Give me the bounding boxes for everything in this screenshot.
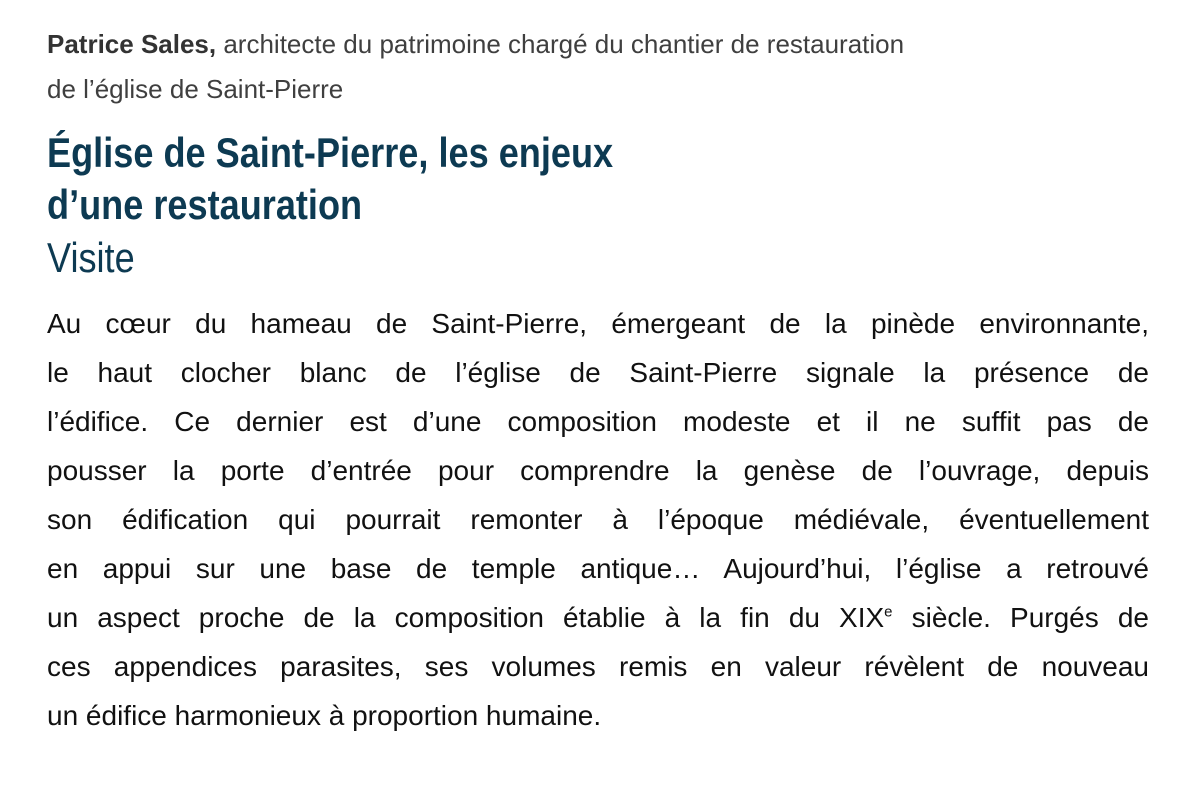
document-page [47,22,1149,740]
description-line-with-century [47,593,1149,642]
description-line: Au cœur du hameau de Saint-Pierre, émergeant de la pinède environnante, [47,308,1149,339]
speaker-name: Patrice Sales, [47,29,217,59]
speaker-role-continued: de l’église de Saint-Pierre [47,74,344,104]
description-line: l’édifice. Ce dernier est d’une composition modeste et il ne suffit pas de [47,406,1149,437]
event-type: Visite [47,234,135,281]
description-text-before-century: un aspect proche de la composition établie à la fin du XIX [47,602,885,633]
event-description [47,299,1149,740]
description-text-after-century: siècle. Purgés de [892,602,1149,633]
description-line: son édification qui pourrait remonter à l’époque médiévale, éventuellement [47,504,1149,535]
description-line: pousser la porte d’entrée pour comprendre la genèse de l’ouvrage, depuis [47,455,1149,486]
speaker-credit [47,22,1149,112]
century-superscript: e [884,603,893,621]
description-line: ces appendices parasites, ses volumes remis en valeur révèlent de nouveau [47,651,1149,682]
description-line: le haut clocher blanc de l’église de Saint-Pierre signale la présence de [47,357,1149,388]
description-last-line: un édifice harmonieux à proportion humaine. [47,700,602,731]
speaker-role: architecte du patrimoine chargé du chantier de restauration [216,29,905,59]
event-title-line-1: Église de Saint-Pierre, les enjeux [47,129,614,176]
description-line: en appui sur une base de temple antique… Aujourd’hui, l’église a retrouvé [47,553,1149,584]
event-title [47,127,995,231]
event-title-line-2: d’une restauration [47,181,363,228]
